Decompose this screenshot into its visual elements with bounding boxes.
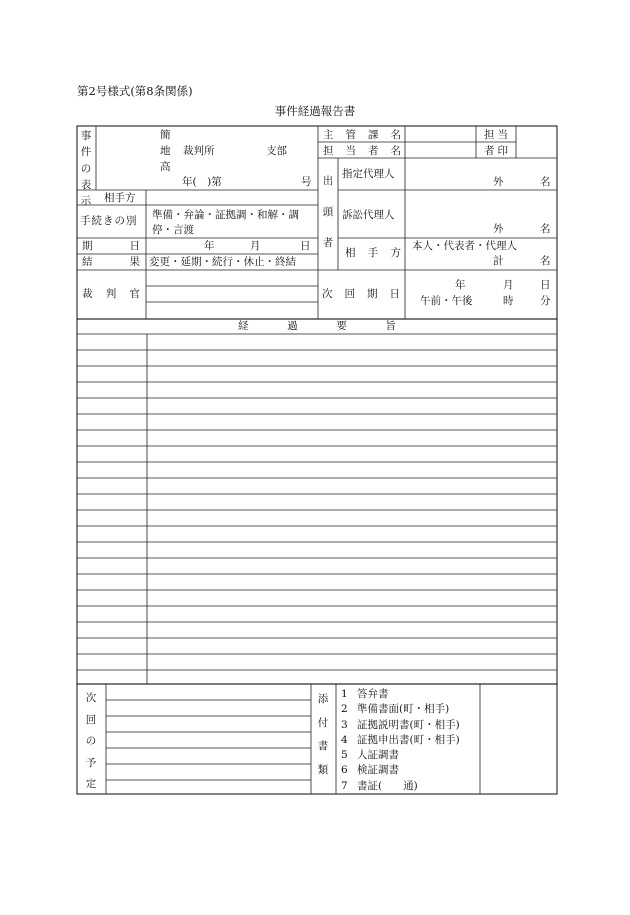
procedure-label: 手続きの別 — [80, 215, 138, 227]
case-number-suffix: 号 — [301, 176, 312, 188]
next-date-label: 次 回 期 日 — [322, 288, 400, 300]
result-label: 結 果 — [82, 256, 140, 268]
designated-agent-label: 指定代理人 — [342, 168, 395, 180]
next-date-year: 年 — [455, 279, 466, 291]
designated-agent-count: 名 — [540, 176, 551, 188]
attachment-item: 5 人証調書 — [341, 749, 399, 762]
appearance-total: 計 — [493, 255, 504, 267]
next-date-hour: 時 — [503, 295, 514, 307]
procedure-value: 準備・弁論・証拠調・和解・調停・言渡 — [152, 209, 299, 237]
litigation-agent-count: 名 — [540, 223, 551, 235]
court-summary: 簡 — [160, 129, 171, 141]
attachment-item: 4 証拠申出書(町・相手) — [341, 733, 460, 746]
litigation-agent-label: 訴訟代理人 — [342, 209, 395, 221]
form-number: 第2号様式(第8条関係) — [77, 84, 193, 98]
court-label: 裁判所 — [183, 145, 215, 157]
court-high: 高 — [160, 161, 171, 173]
attachments-label: 添 付 書 類 — [317, 693, 329, 776]
designated-agent-others: 外 — [493, 176, 504, 188]
appearance-total-count: 名 — [540, 255, 551, 267]
litigation-agent-others: 外 — [493, 223, 504, 235]
attachment-item: 1 答弁書 — [341, 688, 389, 700]
case-number-label: 年( )第 — [182, 176, 222, 188]
attachment-item: 3 証拠説明書(町・相手) — [341, 718, 460, 731]
judge-label: 裁 判 官 — [82, 288, 140, 300]
attachment-item: 2 準備書面(町・相手) — [341, 703, 450, 716]
attachments-list — [341, 687, 460, 794]
result-value: 変更・延期・続行・休止・終結 — [149, 256, 296, 268]
date-day: 日 — [300, 240, 311, 252]
date-label: 期 日 — [82, 240, 140, 252]
court-district: 地 — [160, 145, 171, 157]
form-title: 事件経過報告書 — [274, 104, 356, 118]
section-label: 主 管 課 名 — [323, 129, 401, 141]
appearance-opponent-label: 相 手 方 — [345, 247, 401, 259]
appearance-opponent-value: 本人・代表者・代理人 — [412, 240, 517, 252]
summary-header: 経 過 要 旨 — [238, 320, 396, 332]
seal-label-line1: 担当 — [484, 129, 511, 141]
date-year: 年 — [204, 240, 215, 252]
seal-label-line2: 者印 — [484, 145, 511, 157]
next-plan-label: 次 回 の 予 定 — [85, 692, 97, 791]
opponent-label: 相手方 — [104, 192, 136, 204]
attachment-item: 7 書証( 通) — [341, 779, 418, 792]
person-label: 担 当 者 名 — [323, 145, 401, 157]
attachment-item: 6 検証調書 — [341, 764, 399, 777]
next-date-minute: 分 — [540, 295, 551, 307]
case-display-label: 事 件 の 表 示 — [80, 130, 92, 208]
date-month: 月 — [250, 240, 261, 252]
next-date-day: 日 — [540, 279, 551, 291]
appearance-label: 出 頭 者 — [322, 175, 334, 249]
branch-label: 支部 — [266, 145, 287, 157]
next-date-month: 月 — [503, 279, 514, 291]
next-date-ampm: 午前・午後 — [420, 295, 473, 307]
